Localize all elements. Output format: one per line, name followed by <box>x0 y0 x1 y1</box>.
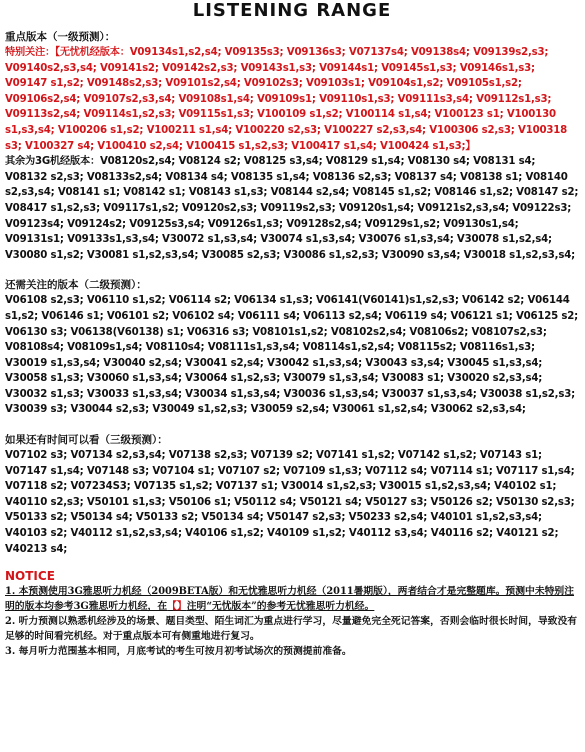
special-label: 特别关注： <box>5 47 55 58</box>
spacer <box>5 418 579 432</box>
level2-text: V06108 s2,s3; V06110 s1,s2; V06114 s2; V06134 s1,s3; V06141(V60141)s1,s2,s3; V06142 s2; V06144 s1,s2; V06146 s1; V06101 s2; V06102 s4; V06111 s4; V06113 s2,s4; V06119 s4; V06121 s1; V06125 s2; V06130 s3; V06138(V60138) s1; V06316 s3; V08101s1,s2; V08102s2,s4; V08106s2; V08107s2,s3; V08108s4; V08109s1,s4; V08110s4; V08111s1,s3,s4; V08114s1,s2,s4; V08115s2; V08116s1,s3; V30019 s1,s3,s4; V30040 s2,s4; V30041 s2,s4; V30042 s1,s3,s4; V30043 s3,s4; V30045 s1,s3,s4; V30058 s1,s3; V30060 s1,s3,s4; V30064 s1,s2,s3; V30079 s1,s3,s4; V30083 s1; V30020 s2,s3,s4; V30032 s1,s3; V30033 s1,s3,s4; V30034 s1,s3,s4; V30036 s1,s3,s4; V30037 s1,s3,s4; V30038 s1,s2,s3; V30039 s3; V30044 s2,s3; V30049 s1,s2,s3; V30059 s2,s4; V30061 s1,s2,s4; V30062 s2,s3,s4; <box>5 295 579 416</box>
notice-item-1-part-a: 1. 本预测使用3G雅思听力机经（2009BETA版）和无忧雅思听力机经（2011暑期版），两者结合才是完整题库。预测中未特别注明的版本均参考3G雅思听力机经，在 <box>5 586 575 613</box>
notice-item-3: 3. 每月听力范围基本相同，月底考试的考生可按月初考试场次的预测提前准备。 <box>5 646 352 658</box>
notice-item-1-part-c: 注明“无忧版本”的参考无忧雅思听力机经。 <box>186 601 375 613</box>
other-text: V08120s2,s4; V08124 s2; V08125 s3,s4; V08129 s1,s4; V08130 s4; V08131 s4; V08132 s2,s3; V08133s2,s4; V08134 s4; V08135 s1,s4; V08136 s2,s3; V08137 s4; V08138 s1; V08140 s2,s3,s4; V08141 s1; V08142 s1; V08143 s1,s3; V08144 s2,s4; V08145 s1,s2; V08146 s1,s2; V08147 s2; V08417 s1,s2,s3; V09117s1,s2; V09120s2,s3; V09119s2,s3; V09120s1,s4; V09121s2,s3,s4; V09122s3; V09123s4; V09124s2; V09125s3,s4; V09126s1,s3; V09128s2,s4; V09129s1,s2; V09130s1,s4; V09131s1; V09133s1,s3,s4; V30072 s1,s3,s4; V30074 s1,s3,s4; V30076 s1,s3,s4; V30078 s1,s2,s4; V30080 s1,s2; V30081 s1,s2,s3,s4; V30085 s2,s3; V30086 s1,s2,s3; V30090 s3,s4; V30018 s1,s2,s3,s4; <box>5 156 579 261</box>
level1-other-paragraph <box>5 154 579 263</box>
page-title: LISTENING RANGE <box>192 0 392 21</box>
level3-text: V07102 s3; V07134 s2,s3,s4; V07138 s2,s3; V07139 s2; V07141 s1,s2; V07142 s1,s2; V07143 s1; V07147 s1,s4; V07148 s3; V07104 s1; V07107 s2; V07109 s1,s3; V07112 s4; V07114 s1; V07117 s1,s4; V07118 s2; V07234S3; V07135 s1,s2; V07137 s1; V30014 s1,s2,s3; V30015 s1,s2,s3,s4; V40102 s1; V40110 s2,s3; V50101 s1,s3; V50106 s1; V50112 s4; V50121 s4; V50127 s3; V50126 s2; V50130 s2,s3; V50133 s2; V50134 s4; V50133 s2; V50134 s4; V50147 s2,s3; V50233 s2,s4; V40101 s1,s2,s3,s4; V40103 s2; V40112 s1,s2,s3,s4; V40106 s1,s2; V40109 s1,s2; V40112 s3,s4; V40116 s2; V40121 s2; V40213 s4; <box>5 450 575 555</box>
level1-heading: 重点版本（一级预测）： <box>5 31 116 43</box>
other-label: 其余为3G机经版本： <box>5 156 100 168</box>
level2-heading: 还需关注的版本（二级预测）： <box>5 279 147 292</box>
notice-section <box>5 569 579 659</box>
notice-item-1 <box>5 584 579 614</box>
level2-section <box>5 277 579 418</box>
notice-item-1-bracket: 【】 <box>167 601 187 613</box>
level3-section <box>5 432 579 557</box>
special-text: 【无忧机经版本：V09134s1,s2,s4; V09135s3; V09136s3; V07137s4; V09138s4; V09139s2,s3; V09140s2,s3,s4; V09141s2; V09142s2,s3; V09143s1,s3; V09144s1; V09145s1,s3; V09146s1,s3; V09147 s1,s2; V09148s2,s3; V09101s2,s4; V09102s3; V09103s1; V09104s1,s2; V09105s1,s2; V09106s2,s4; V09107s2,s3,s4; V09108s1,s4; V09109s1; V09110s1,s3; V09111s3,s4; V09112s1,s3; V09113s2,s4; V09114s1,s2,s3; V09115s1,s3; V100109 s1,s2; V100114 s1,s4; V100123 s1; V100130 s1,s3,s4; V100206 s1,s2; V100211 s1,s4; V100220 s2,s3; V100227 s2,s3,s4; V100306 s2,s3; V100318 s3; V100327 s4; V100410 s2,s4; V100415 s1,s2,s3; V100417 s1,s4; V100424 s1,s3;】 <box>5 47 568 152</box>
level1-special-paragraph <box>5 45 579 154</box>
spacer <box>5 263 579 277</box>
page <box>0 1 585 659</box>
notice-item-2: 2. 听力预测以熟悉机经涉及的场景、题目类型、陌生词汇为重点进行学习，尽量避免完全死记答案，否则会临时很长时间，导致没有足够的时间看完机经。对于重点版本可有侧重地进行复习。 <box>5 616 578 643</box>
level1-section <box>5 29 579 263</box>
level3-heading: 如果还有时间可以看（三级预测）： <box>5 434 168 447</box>
notice-title: NOTICE <box>5 569 55 584</box>
